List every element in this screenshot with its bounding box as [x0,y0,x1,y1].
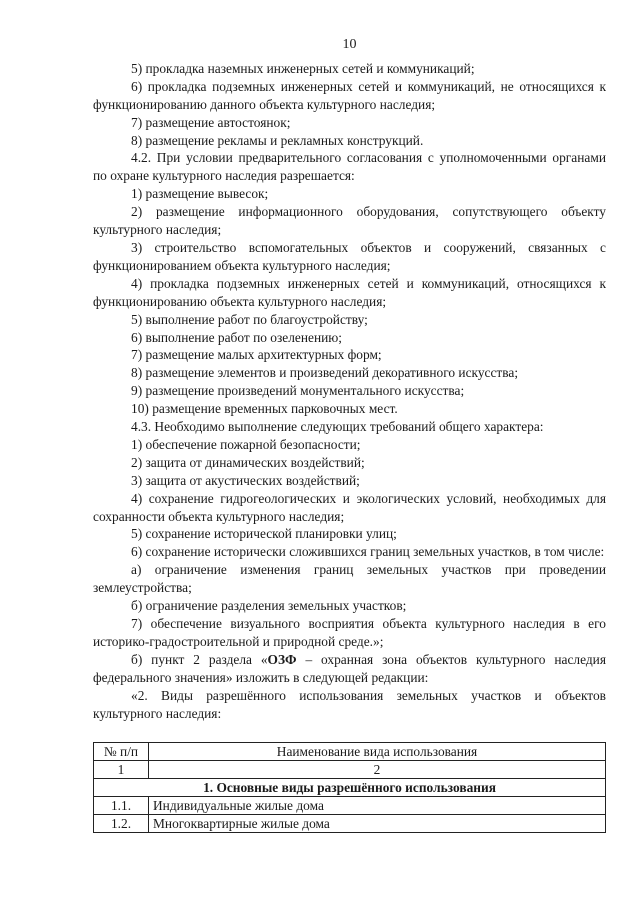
paragraph: 6) прокладка подземных инженерных сетей и коммуникаций, не относящихся к функционированию данного объекта культурного наследия; [93,78,606,112]
paragraph: 2) защита от динамических воздействий; [131,454,365,470]
paragraph: а) ограничение изменения границ земельных участков при проведении землеустройства; [93,562,606,596]
paragraph: 7) обеспечение визуального восприятия объекта культурного наследия в его историко-градостроительной и природной среде.»; [93,616,606,649]
table-header-row [94,743,606,761]
paragraph: 1) размещение вывесок; [131,186,269,202]
paragraph: 3) строительство вспомогательных объектов и сооружений, связанных с функционированием объекта культурного наследия; [93,239,606,273]
amendment-text-start: б) пункт 2 раздела « [131,651,268,667]
table-row [94,797,606,815]
section-title: 1. Основные виды разрешённого использования [94,779,606,797]
table-section-row [94,779,606,797]
column-index: 2 [149,761,606,779]
paragraph: 8) размещение рекламы и рекламных конструкций. [131,132,424,148]
paragraph: 5) сохранение исторической планировки улиц; [131,526,397,542]
paragraph: 4.2. При условии предварительного согласования с уполномоченными органами по охране культурного наследия разрешается: [93,150,606,184]
row-name: Индивидуальные жилые дома [149,797,606,815]
paragraph: 3) защита от акустических воздействий; [131,472,360,488]
section-heading: «2. Виды разрешённого использования земельных участков и объектов культурного наследия: [93,687,606,721]
paragraph: 6) выполнение работ по озеленению; [131,329,343,345]
paragraph: 10) размещение временных парковочных мест. [131,401,398,417]
paragraph: 6) сохранение исторически сложившихся границ земельных участков, в том числе: [131,544,605,560]
paragraph: 4.3. Необходимо выполнение следующих требований общего характера: [131,419,544,435]
paragraph: б) ограничение разделения земельных участков; [131,598,407,614]
paragraph: 8) размещение элементов и произведений декоративного искусства; [131,365,519,381]
paragraph: 5) выполнение работ по благоустройству; [131,311,368,327]
amendment-text-end: – охранная зона объектов культурного наследия федерального значения» изложить в следующей редакции: [93,651,606,685]
page-number: 10 [342,37,357,52]
paragraph: 5) прокладка наземных инженерных сетей и коммуникаций; [131,60,475,76]
amendment-item-b [93,651,606,687]
paragraph: 9) размещение произведений монументального искусства; [131,383,465,399]
row-name: Многоквартирные жилые дома [149,815,606,833]
land-use-table [93,742,606,833]
paragraph: 7) размещение малых архитектурных форм; [131,347,382,363]
paragraph: 4) сохранение гидрогеологических и экологических условий, необходимых для сохранности объекта культурного наследия; [93,490,606,524]
table-numbering-row [94,761,606,779]
paragraph: 1) обеспечение пожарной безопасности; [131,436,361,452]
row-number: 1.2. [94,815,149,833]
column-index: 1 [94,761,149,779]
row-number: 1.1. [94,797,149,815]
table-row [94,815,606,833]
paragraph: 2) размещение информационного оборудования, сопутствующего объекту культурного наследия; [93,204,606,238]
paragraph: 7) размещение автостоянок; [131,114,291,130]
column-header-name: Наименование вида использования [149,743,606,761]
zone-code: ОЗФ [267,651,297,667]
column-header-number: № п/п [94,743,149,761]
paragraph: 4) прокладка подземных инженерных сетей и коммуникаций, относящихся к функционированию объекта культурного наследия; [93,275,606,309]
